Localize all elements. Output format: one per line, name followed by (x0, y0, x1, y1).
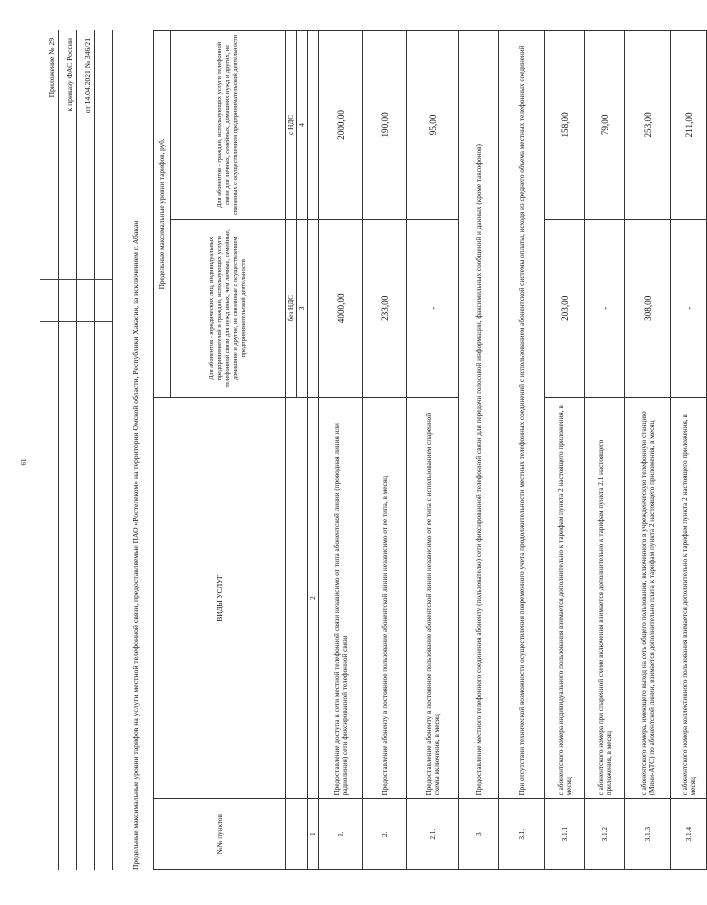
appendix-line (58, 30, 77, 870)
header-desc: ВИДЫ УСЛУГ (154, 397, 286, 799)
row-value-citizens: 79,00 (585, 31, 625, 220)
row-desc: Предоставление местного телефонного соединения абоненту (пользователю) сети фиксированной телефонной связи для передачи голосовой информации, факсимильных сообщений и данных (кроме таксофонов) (459, 31, 499, 799)
table-row (625, 31, 671, 870)
row-num: 3.1.3 (625, 799, 671, 870)
table-header-row (154, 31, 171, 870)
row-value-legal: 203,00 (545, 219, 585, 397)
row-desc: с абонентского номера при спаренной схеме включения взимается дополнительно к тарифам пункта 2.1 настоящего приложения, в месяц (585, 397, 625, 799)
appendix-header (40, 30, 120, 870)
vat-incl: с НДС (286, 31, 297, 220)
vat-excl: без НДС (286, 219, 297, 397)
row-value-citizens: 95,00 (407, 31, 459, 220)
colnum-3: 3 (297, 219, 308, 397)
document-title: Предельные максимальные уровни тарифов на услуги местной телефонной связи, предоставляемые ПАО «Ростелеком» на территории Омской области, Республики Хакасия, за исключением г. Абакан (131, 220, 140, 870)
row-num: 3 (459, 799, 499, 870)
row-num: 3.1.1 (545, 799, 585, 870)
table-row (545, 31, 585, 870)
row-value-citizens: 158,00 (545, 31, 585, 220)
table-row (407, 31, 459, 870)
header-group: Предельные максимальные уровни тарифов, руб. (154, 31, 171, 398)
page-number: 61 (20, 458, 28, 466)
appendix-line (94, 30, 113, 870)
colnum-empty (308, 31, 319, 220)
vat-empty (286, 397, 308, 799)
row-value-citizens: 190,00 (363, 31, 407, 220)
table-row (671, 31, 707, 870)
row-value-legal: - (671, 219, 707, 397)
rotated-page (40, 30, 697, 870)
table-colnum-row (308, 31, 319, 870)
row-desc: с абонентского номера индивидуального пользования взимается дополнительно к тарифам пункта 2 настоящего приложения, в месяц (545, 397, 585, 799)
appendix-order-date: от 14.04.2021 № 346/21 (83, 38, 92, 114)
table-row (319, 31, 363, 870)
row-value-citizens: 211,00 (671, 31, 707, 220)
colnum-1: 1 (308, 799, 319, 870)
tariff-table (153, 30, 707, 870)
row-desc: Предоставление абоненту в постоянное пользование абонентской линии независимо от ее типа, в месяц (363, 397, 407, 799)
row-num: 3.1.2 (585, 799, 625, 870)
row-value-citizens: 253,00 (625, 31, 671, 220)
row-value-legal: 308,00 (625, 219, 671, 397)
row-desc: с абонентского номера, имеющего выход на сеть общего пользования, включенного в учрежденческую телефонную станцию (Мини-АТС) по абонентской линии, взимается дополнительно плата к тарифам пункта 2 настоящего приложения, в месяц (625, 397, 671, 799)
row-desc: с абонентского номера коллективного пользования взимается дополнительно к тарифам пункта 2 настоящего приложения, в месяц (671, 397, 707, 799)
table-row (459, 31, 499, 870)
table-row (585, 31, 625, 870)
row-value-legal: - (407, 219, 459, 397)
row-num: 1. (319, 799, 363, 870)
header-num: №№ пунктов (154, 799, 286, 870)
colnum-empty (308, 219, 319, 397)
row-num: 3.1.4 (671, 799, 707, 870)
row-value-legal: - (585, 219, 625, 397)
table-row (363, 31, 407, 870)
appendix-line (76, 30, 95, 870)
appendix-line (40, 30, 59, 870)
table-row (499, 31, 545, 870)
row-desc: Предоставление абоненту в постоянное пользование абонентской линии независимо от ее типа с использованием спаренной схемы включения, в месяц (407, 397, 459, 799)
row-value-legal: 233,00 (363, 219, 407, 397)
colnum-2: 2 (308, 397, 319, 799)
appendix-order-ref: к приказу ФАС России (65, 38, 74, 112)
header-citizens: Для абонентов - граждан, использующих услуги телефонной связи для личных, семейных, домашних нужд и других, не связанных с осуществлением предпринимательской деятельности (171, 31, 286, 220)
appendix-number: Приложение № 29 (47, 38, 56, 98)
table-vat-row (286, 31, 297, 870)
row-num: 2. (363, 799, 407, 870)
row-value-citizens: 2000,00 (319, 31, 363, 220)
vat-empty (286, 799, 308, 870)
header-legal: Для абонентов - юридических лиц, индивидуальных предпринимателей и граждан, использующих услуги телефонной связи для нужд иных, чем личные, семейные, домашние и другие, не связанные с осуществлением предпринимательской деятельности (171, 219, 286, 397)
row-value-legal: 4000,00 (319, 219, 363, 397)
row-num: 3.1. (499, 799, 545, 870)
row-num: 2.1. (407, 799, 459, 870)
row-desc: При отсутствии технической возможности осуществления повременного учета продолжительности местных телефонных соединений с использованием абонентской системы оплаты, исходя из среднего объема местных телефонных соединений (499, 31, 545, 799)
colnum-4: 4 (297, 31, 308, 220)
row-desc: Предоставление доступа к сети местной телефонной связи независимо от типа абонентской линии (проводная линия или радиолиния) сети фиксированной телефонной связи (319, 397, 363, 799)
